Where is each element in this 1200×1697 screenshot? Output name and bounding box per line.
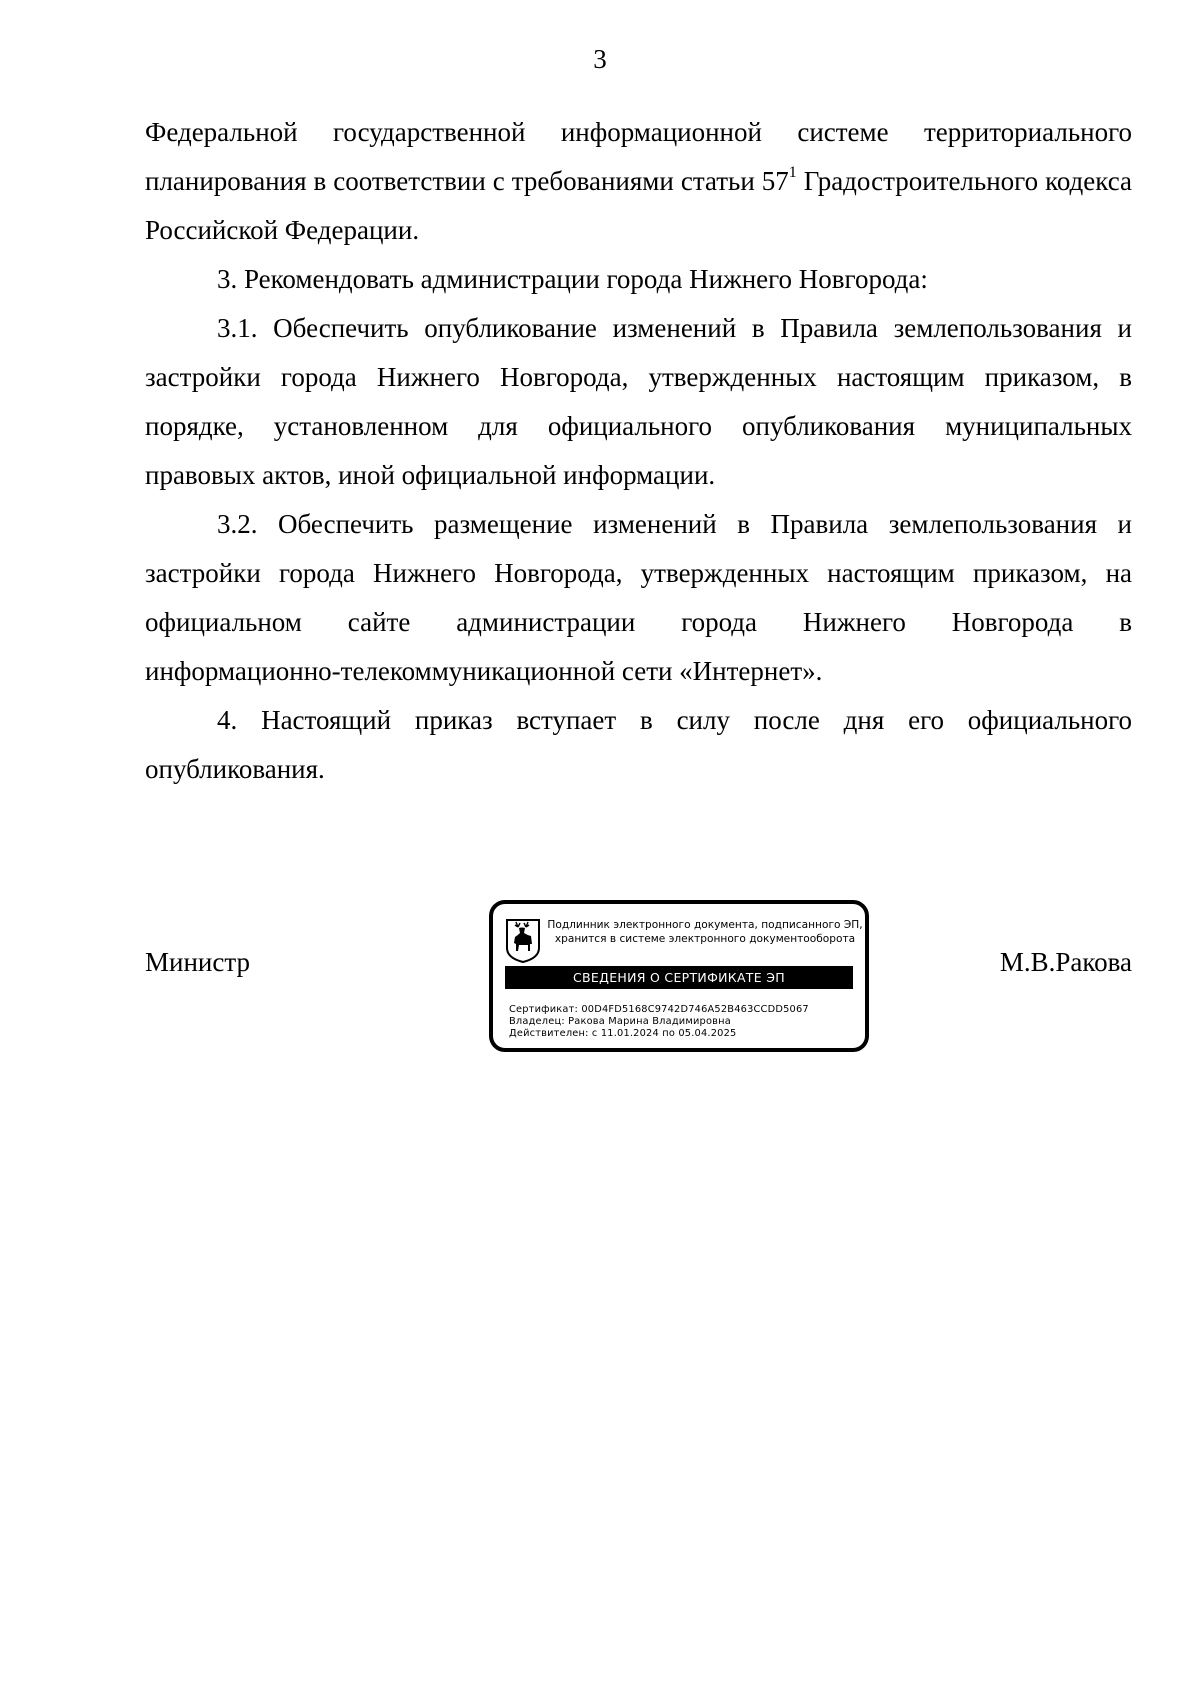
document-body [145,108,1132,794]
signatory-name: М.В.Ракова [999,947,1132,977]
paragraph-text: Федеральной государственной информационной системе территориального планирования в соответствии с требованиями статьи 57 [145,117,1132,196]
paragraph-item-3: 3. Рекомендовать администрации города Нижнего Новгорода: [217,264,928,294]
paragraph-item-3-2: 3.2. Обеспечить размещение изменений в Правила землепользования и застройки города Нижнего Новгорода, утвержденных настоящим приказом, на официальном сайте администрации города Нижнего Новгорода в [145,509,1132,637]
paragraph-continuation [145,108,1132,255]
paragraph-item-3-2-end: информационно-телекоммуникационной сети «Интернет». [145,656,823,686]
certificate-number: Сертификат: 00D4FD5168C9742D746A52B463CCDD5067 [509,1004,809,1015]
paragraph-item-4: 4. Настоящий приказ вступает в силу после дня его официального опубликования. [145,705,1132,784]
superscript: 1 [788,164,797,181]
certificate-details [509,1004,859,1040]
stamp-header-line: Подлинник электронного документа, подписанного ЭП, [547,919,863,931]
deer-coat-of-arms-icon [505,918,541,964]
paragraph-item-3-1: 3.1. Обеспечить опубликование изменений в Правила землепользования и застройки города Нижнего Новгорода, утвержденных настоящим приказом, в порядке, установленном для официального опубликования муниципальных правовых актов, иной официальной информации. [145,313,1132,490]
stamp-header-line: хранится в системе электронного документооборота [554,933,856,945]
page-number: 3 [593,44,607,74]
stamp-header [545,918,865,946]
certificate-validity: Действителен: с 11.01.2024 по 05.04.2025 [509,1028,737,1039]
signatory-title: Министр [145,947,250,977]
certificate-info-bar: СВЕДЕНИЯ О СЕРТИФИКАТЕ ЭП [505,966,853,989]
paragraph-text-tail: Градостроительного кодекса Российской Федерации. [145,166,1132,245]
electronic-signature-stamp [489,900,869,1052]
certificate-owner: Владелец: Ракова Марина Владимировна [509,1016,731,1027]
